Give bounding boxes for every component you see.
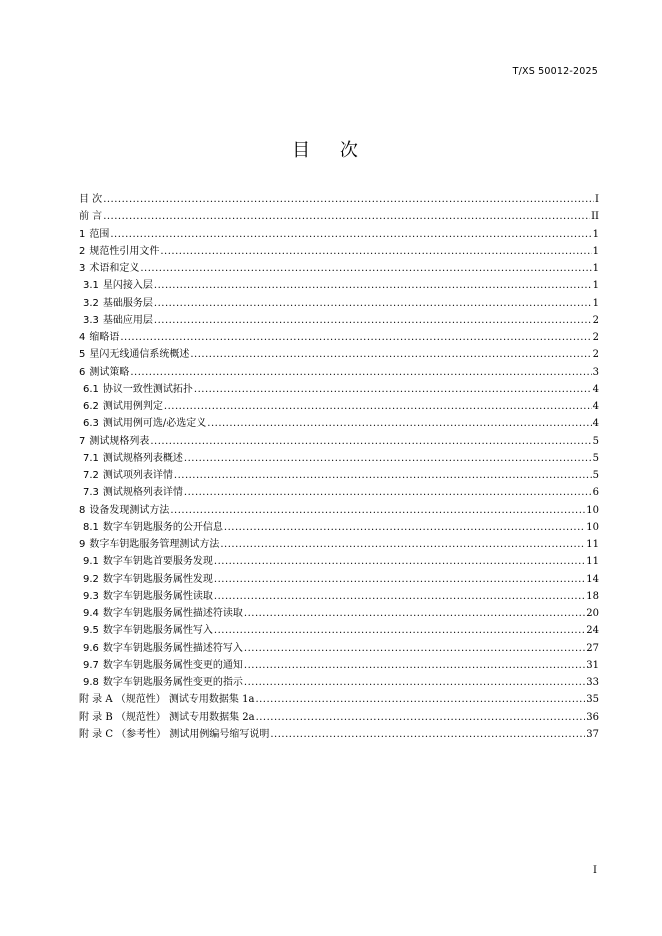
toc-entry-label	[79, 690, 254, 705]
toc-entry-page: 33	[586, 677, 599, 688]
toc-entry[interactable]	[79, 483, 599, 500]
toc-entry[interactable]	[79, 570, 599, 587]
toc-entry-page: 18	[586, 590, 599, 602]
toc-entry-page: 5	[592, 452, 599, 464]
toc-leader-dots	[184, 487, 592, 498]
toc-leader-dots	[220, 539, 585, 550]
toc-entry-label	[79, 363, 129, 378]
toc-entry-text: 前 言	[79, 211, 103, 223]
toc-entry-number: 7	[79, 435, 86, 447]
toc-entry[interactable]	[79, 345, 599, 362]
toc-entry-page: 1	[592, 263, 599, 274]
toc-entry-number: 1	[79, 228, 86, 240]
toc-leader-dots	[207, 418, 591, 429]
toc-entry-number: 6	[79, 366, 86, 378]
toc-entry-label	[83, 466, 173, 481]
toc-entry-label	[79, 190, 102, 205]
toc-entry[interactable]	[79, 535, 599, 552]
toc-entry-text: 测试规格列表概述	[102, 452, 183, 464]
toc-entry-text: 附 录 B （规范性） 测试专用数据集 2a	[79, 711, 255, 723]
toc-entry-page: 20	[586, 608, 599, 619]
toc-entry-text: 附 录 C （参考性） 测试用例编号缩写说明	[79, 728, 270, 740]
toc-entry-number: 5	[79, 349, 86, 361]
toc-entry-page: 5	[592, 470, 599, 481]
toc-entry-page: I	[595, 194, 599, 205]
toc-entry-number: 9.4	[83, 608, 99, 619]
toc-leader-dots	[244, 643, 585, 654]
toc-entry[interactable]	[79, 311, 599, 328]
toc-entry[interactable]	[79, 621, 599, 638]
toc-leader-dots	[190, 349, 591, 360]
toc-entry-page: 14	[586, 573, 599, 585]
toc-entry[interactable]	[79, 294, 599, 311]
toc-leader-dots	[130, 367, 591, 378]
toc-leader-dots	[214, 556, 585, 567]
toc-entry-text: 协议一致性测试拓扑	[102, 383, 193, 395]
toc-entry-number: 9.5	[83, 625, 99, 637]
toc-entry-number: 3.2	[83, 297, 99, 309]
toc-entry-page: 37	[586, 728, 599, 740]
toc-leader-dots	[103, 211, 590, 222]
toc-entry-page: 4	[592, 383, 599, 395]
toc-leader-dots	[224, 522, 585, 533]
toc-entry[interactable]	[79, 276, 599, 293]
toc-entry[interactable]	[79, 708, 599, 725]
toc-entry[interactable]	[79, 259, 599, 276]
toc-entry-text: 规范性引用文件	[89, 245, 160, 257]
toc-entry-number: 9.7	[83, 659, 99, 671]
toc-entry-label	[83, 294, 153, 309]
page-title: 目 次	[292, 140, 370, 161]
toc-entry[interactable]	[79, 449, 599, 466]
toc-leader-dots	[120, 332, 591, 343]
toc-entry-number: 9.6	[83, 642, 99, 654]
toc-entry-label	[79, 207, 102, 222]
toc-entry-text: 测试策略	[89, 366, 130, 378]
document-id: T/XS 50012-2025	[512, 66, 598, 77]
toc-entry-page: 27	[586, 642, 599, 654]
toc-leader-dots	[244, 608, 585, 619]
toc-entry-label	[79, 328, 119, 343]
toc-entry-page: 31	[586, 659, 599, 671]
toc-entry[interactable]	[79, 725, 599, 742]
toc-entry-page: 1	[592, 297, 599, 309]
toc-leader-dots	[244, 677, 585, 688]
toc-entry-text: 数字车钥匙服务属性写入	[102, 625, 213, 637]
toc-leader-dots	[160, 246, 591, 257]
toc-entry-page: 36	[586, 711, 599, 723]
toc-entry-text: 基础应用层	[102, 314, 153, 326]
toc-entry-label	[83, 552, 213, 567]
toc-leader-dots	[255, 694, 585, 705]
toc-entry-page: 1	[592, 280, 599, 292]
toc-entry[interactable]	[79, 242, 599, 259]
toc-entry-number: 6.1	[83, 383, 99, 395]
toc-entry-number: 7.2	[83, 470, 99, 481]
toc-entry-label	[83, 276, 153, 291]
toc-entry-page: 24	[586, 625, 599, 637]
toc-leader-dots	[154, 298, 592, 309]
toc-entry-label	[83, 311, 153, 326]
toc-entry-number: 9.3	[83, 590, 99, 602]
toc-entry-text: 测试用例判定	[102, 401, 163, 412]
page-number: I	[593, 865, 597, 876]
toc-entry-page: 6	[592, 487, 599, 499]
toc-leader-dots	[244, 660, 585, 671]
toc-entry-text: 数字车钥匙服务属性描述符写入	[102, 642, 243, 654]
toc-entry-text: 术语和定义	[89, 263, 140, 274]
toc-entry-page: 5	[592, 435, 599, 447]
toc-entry[interactable]	[79, 501, 599, 518]
toc-entry-text: 范围	[89, 228, 110, 240]
toc-entry-page: 10	[586, 504, 599, 516]
toc-entry-number: 6.2	[83, 401, 99, 412]
toc-entry[interactable]	[79, 673, 599, 690]
toc-entry-text: 基础服务层	[102, 297, 153, 309]
toc-entry-label	[83, 449, 183, 464]
toc-entry-number: 8	[79, 504, 86, 516]
toc-entry-number: 9.8	[83, 677, 99, 688]
toc-entry-text: 目 次	[79, 194, 103, 205]
toc-entry-page: 35	[586, 694, 599, 706]
toc-entry-label	[79, 225, 109, 240]
toc-entry[interactable]	[79, 414, 599, 431]
toc-entry-label	[83, 621, 213, 636]
toc-entry-label	[83, 587, 213, 602]
toc-entry-page: 1	[592, 245, 599, 257]
toc-entry[interactable]	[79, 656, 599, 673]
toc-leader-dots	[140, 263, 591, 274]
toc-entry-page: 3	[592, 366, 599, 378]
toc-entry-number: 7.3	[83, 487, 99, 499]
toc-entry-label	[79, 432, 149, 447]
toc-entry[interactable]	[79, 518, 599, 535]
toc-entry-page: 11	[586, 556, 599, 568]
toc-entry-label	[83, 570, 213, 585]
toc-entry-label	[79, 242, 159, 257]
toc-entry-number: 3	[79, 263, 86, 274]
toc-entry[interactable]	[79, 328, 599, 345]
toc-leader-dots	[270, 729, 585, 740]
toc-entry-number: 3.1	[83, 280, 99, 292]
toc-entry[interactable]	[79, 190, 599, 207]
toc-entry-number: 2	[79, 245, 86, 257]
toc-leader-dots	[214, 625, 585, 636]
toc-entry-text: 测试规格列表详情	[102, 487, 183, 499]
toc-entry-label	[83, 397, 163, 412]
toc-entry[interactable]	[79, 587, 599, 604]
toc-leader-dots	[150, 436, 591, 447]
toc-entry-text: 星闪无线通信系统概述	[89, 349, 190, 361]
toc-entry-page: 1	[592, 228, 599, 240]
toc-leader-dots	[214, 591, 585, 602]
toc-leader-dots	[194, 384, 592, 395]
toc-leader-dots	[154, 315, 592, 326]
toc-entry-label	[83, 639, 243, 654]
toc-entry-number: 4	[79, 332, 86, 343]
toc-entry[interactable]	[79, 397, 599, 414]
toc-entry[interactable]	[79, 552, 599, 569]
toc-entry-number: 8.1	[83, 521, 99, 533]
toc-entry-number: 9.1	[83, 556, 99, 568]
toc-entry-page: 2	[592, 349, 599, 361]
toc-entry-text: 测试项列表详情	[102, 470, 173, 481]
toc-entry-text: 测试用例可选/必选定义	[102, 418, 207, 430]
toc-entry-label	[83, 518, 223, 533]
toc-entry[interactable]	[79, 225, 599, 242]
toc-entry-text: 设备发现测试方法	[89, 504, 170, 516]
toc-entry-label	[83, 380, 193, 395]
toc-entry-page: 10	[586, 521, 599, 533]
toc-entry-text: 数字车钥匙服务管理测试方法	[89, 539, 220, 550]
table-of-contents	[79, 190, 599, 742]
toc-entry-label	[79, 501, 169, 516]
toc-entry-text: 数字车钥匙服务属性变更的指示	[102, 677, 243, 688]
toc-entry-text: 星闪接入层	[102, 280, 153, 292]
toc-entry-page: 2	[592, 314, 599, 326]
toc-leader-dots	[170, 505, 585, 516]
toc-entry-label	[83, 673, 243, 688]
toc-entry[interactable]	[79, 207, 599, 224]
toc-entry-page: 4	[592, 401, 599, 412]
toc-entry-page: 11	[586, 539, 599, 550]
toc-leader-dots	[164, 401, 592, 412]
toc-entry-text: 数字车钥匙首要服务发现	[102, 556, 213, 568]
toc-leader-dots	[256, 712, 586, 723]
toc-leader-dots	[154, 280, 592, 291]
toc-entry-label	[79, 345, 189, 360]
toc-entry-text: 缩略语	[89, 332, 120, 343]
toc-entry-label	[79, 708, 255, 723]
toc-entry-number: 3.3	[83, 314, 99, 326]
toc-leader-dots	[103, 194, 594, 205]
toc-entry-page: 4	[592, 418, 599, 430]
toc-entry-text: 测试规格列表	[89, 435, 150, 447]
toc-entry-number: 7.1	[83, 452, 99, 464]
toc-entry[interactable]	[79, 363, 599, 380]
toc-entry-text: 数字车钥匙服务属性发现	[102, 573, 213, 585]
toc-entry-text: 数字车钥匙服务属性描述符读取	[102, 608, 243, 619]
toc-entry-number: 9.2	[83, 573, 99, 585]
toc-entry-label	[79, 259, 139, 274]
toc-entry-label	[83, 604, 243, 619]
toc-entry-label	[79, 725, 269, 740]
toc-entry-text: 数字车钥匙服务的公开信息	[102, 521, 223, 533]
toc-entry-label	[83, 414, 206, 429]
toc-leader-dots	[174, 470, 592, 481]
toc-entry-text: 数字车钥匙服务属性变更的通知	[102, 659, 243, 671]
toc-entry-label	[79, 535, 219, 550]
toc-entry-page: 2	[592, 332, 599, 343]
toc-entry-text: 数字车钥匙服务属性读取	[102, 590, 213, 602]
toc-entry[interactable]	[79, 604, 599, 621]
toc-entry-label	[83, 656, 243, 671]
toc-leader-dots	[214, 574, 585, 585]
toc-entry[interactable]	[79, 432, 599, 449]
toc-entry[interactable]	[79, 380, 599, 397]
toc-entry-number: 9	[79, 539, 86, 550]
toc-entry[interactable]	[79, 639, 599, 656]
toc-entry-label	[83, 483, 183, 498]
toc-entry-page: II	[591, 211, 599, 223]
toc-entry[interactable]	[79, 690, 599, 707]
toc-entry-text: 附 录 A （规范性） 测试专用数据集 1a	[79, 694, 255, 706]
toc-leader-dots	[110, 229, 591, 240]
toc-leader-dots	[184, 453, 592, 464]
toc-entry[interactable]	[79, 466, 599, 483]
toc-entry-number: 6.3	[83, 418, 99, 430]
